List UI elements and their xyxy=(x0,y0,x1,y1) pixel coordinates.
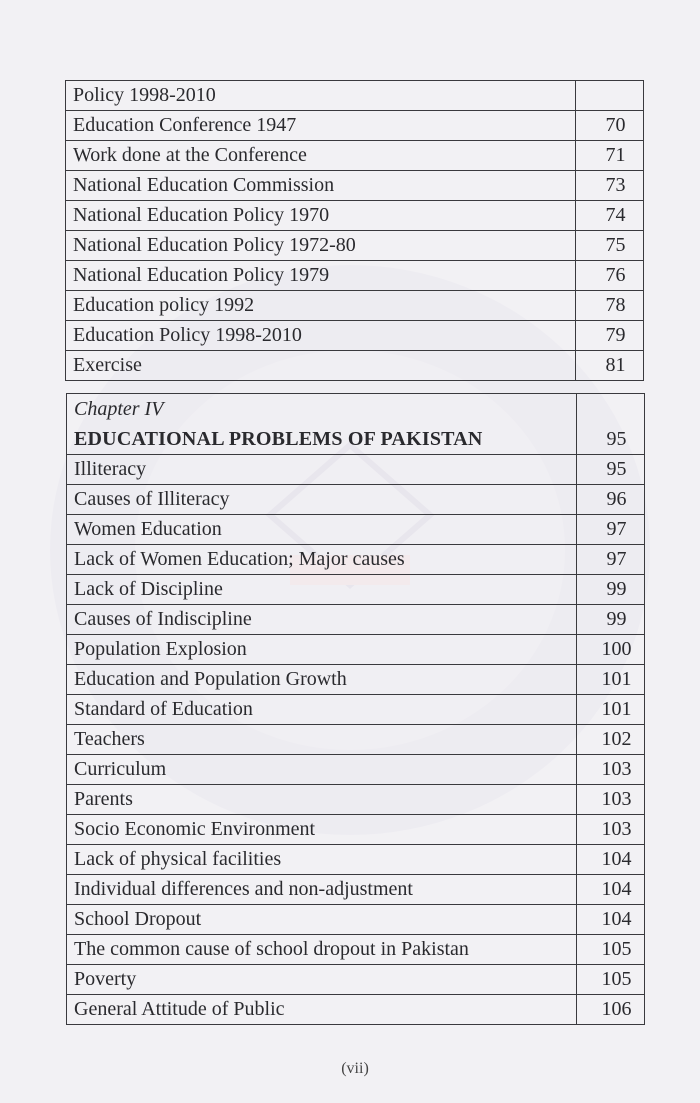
entry-title: National Education Policy 1970 xyxy=(66,201,576,231)
entry-page-number: 101 xyxy=(577,695,645,725)
contents-row xyxy=(66,351,644,381)
entry-title: Parents xyxy=(67,785,577,815)
chapter-title: EDUCATIONAL PROBLEMS OF PAKISTAN xyxy=(74,428,483,450)
contents-table-chapter-4 xyxy=(66,393,645,1025)
entry-page-number: 74 xyxy=(576,201,644,231)
contents-row xyxy=(66,81,644,111)
entry-title: Education and Population Growth xyxy=(67,665,577,695)
entry-page-number: 97 xyxy=(577,545,645,575)
entry-page-number: 104 xyxy=(577,875,645,905)
entry-page-number: 105 xyxy=(577,965,645,995)
contents-row xyxy=(67,935,645,965)
entry-page-number: 70 xyxy=(576,111,644,141)
entry-title: Standard of Education xyxy=(67,695,577,725)
entry-title: National Education Commission xyxy=(66,171,576,201)
entry-page-number: 97 xyxy=(577,515,645,545)
entry-page-number: 96 xyxy=(577,485,645,515)
contents-row xyxy=(67,875,645,905)
contents-row xyxy=(66,141,644,171)
contents-row xyxy=(67,995,645,1025)
entry-title: Population Explosion xyxy=(67,635,577,665)
contents-row xyxy=(67,455,645,485)
entry-title: Causes of Indiscipline xyxy=(67,605,577,635)
contents-row xyxy=(67,635,645,665)
entry-page-number: 79 xyxy=(576,321,644,351)
entry-page-number: 95 xyxy=(577,455,645,485)
contents-row xyxy=(67,515,645,545)
entry-page-number: 103 xyxy=(577,755,645,785)
entry-page-number: 103 xyxy=(577,785,645,815)
page-folio: (vii) xyxy=(341,1060,369,1077)
entry-page-number: 75 xyxy=(576,231,644,261)
entry-title: Education Conference 1947 xyxy=(66,111,576,141)
entry-page-number: 104 xyxy=(577,905,645,935)
chapter-heading-cell xyxy=(67,394,577,455)
chapter-page-number: 95 xyxy=(577,394,645,455)
entry-page-number: 73 xyxy=(576,171,644,201)
entry-page-number: 103 xyxy=(577,815,645,845)
entry-page-number: 81 xyxy=(576,351,644,381)
entry-page-number: 99 xyxy=(577,575,645,605)
contents-row xyxy=(67,845,645,875)
contents-row xyxy=(66,111,644,141)
entry-title: Lack of physical facilities xyxy=(67,845,577,875)
entry-title: Teachers xyxy=(67,725,577,755)
entry-title: School Dropout xyxy=(67,905,577,935)
contents-table-chapter-3 xyxy=(65,80,644,381)
entry-page-number: 78 xyxy=(576,291,644,321)
entry-title: Causes of Illiteracy xyxy=(67,485,577,515)
contents-row xyxy=(66,321,644,351)
entry-title: Socio Economic Environment xyxy=(67,815,577,845)
contents-row xyxy=(67,605,645,635)
entry-title: Exercise xyxy=(66,351,576,381)
contents-row xyxy=(67,545,645,575)
entry-title: Work done at the Conference xyxy=(66,141,576,171)
entry-title: National Education Policy 1979 xyxy=(66,261,576,291)
contents-row xyxy=(66,291,644,321)
contents-row xyxy=(67,905,645,935)
contents-row xyxy=(67,695,645,725)
entry-title: Curriculum xyxy=(67,755,577,785)
entry-page-number: 105 xyxy=(577,935,645,965)
entry-title: Women Education xyxy=(67,515,577,545)
entry-title: Education Policy 1998-2010 xyxy=(66,321,576,351)
entry-title: General Attitude of Public xyxy=(67,995,577,1025)
entry-page-number: 71 xyxy=(576,141,644,171)
entry-page-number xyxy=(576,81,644,111)
entry-title: Lack of Women Education; Major causes xyxy=(67,545,577,575)
contents-row xyxy=(67,785,645,815)
entry-title: Policy 1998-2010 xyxy=(66,81,576,111)
entry-page-number: 99 xyxy=(577,605,645,635)
contents-row xyxy=(66,261,644,291)
contents-row xyxy=(67,755,645,785)
entry-title: Poverty xyxy=(67,965,577,995)
contents-row xyxy=(66,231,644,261)
entry-title: National Education Policy 1972-80 xyxy=(66,231,576,261)
entry-title: The common cause of school dropout in Pakistan xyxy=(67,935,577,965)
contents-row xyxy=(67,665,645,695)
entry-page-number: 104 xyxy=(577,845,645,875)
contents-row xyxy=(66,201,644,231)
chapter-heading-row xyxy=(67,394,645,455)
contents-row xyxy=(67,575,645,605)
entry-page-number: 100 xyxy=(577,635,645,665)
entry-page-number: 76 xyxy=(576,261,644,291)
entry-page-number: 101 xyxy=(577,665,645,695)
contents-row xyxy=(66,171,644,201)
chapter-label: Chapter IV xyxy=(74,398,164,420)
contents-row xyxy=(67,485,645,515)
entry-title: Education policy 1992 xyxy=(66,291,576,321)
contents-row xyxy=(67,965,645,995)
contents-row xyxy=(67,815,645,845)
entry-title: Illiteracy xyxy=(67,455,577,485)
entry-title: Lack of Discipline xyxy=(67,575,577,605)
entry-title: Individual differences and non-adjustment xyxy=(67,875,577,905)
contents-row xyxy=(67,725,645,755)
entry-page-number: 106 xyxy=(577,995,645,1025)
entry-page-number: 102 xyxy=(577,725,645,755)
